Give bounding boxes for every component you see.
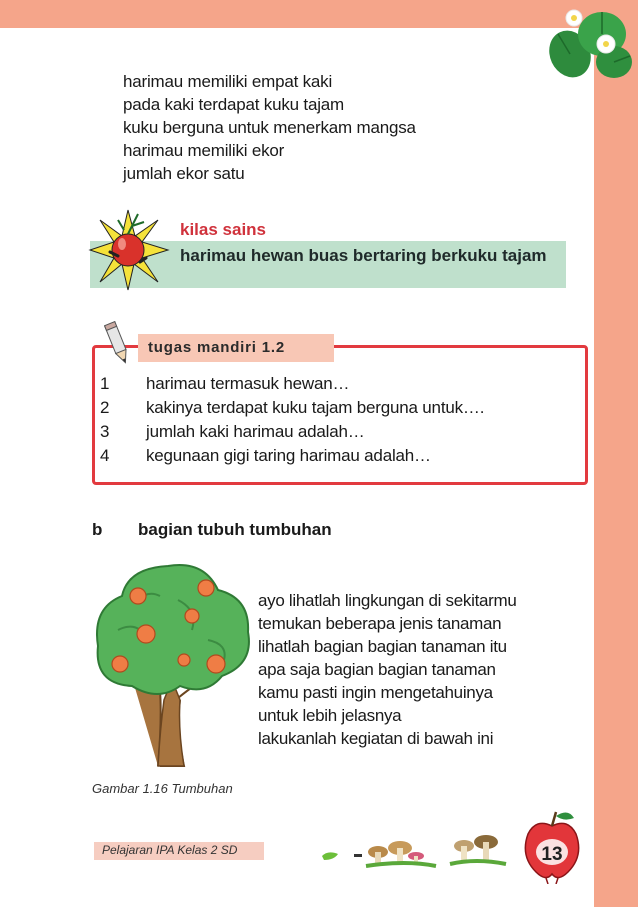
item-text: jumlah kaki harimau adalah…: [146, 422, 365, 441]
intro-line: pada kaki terdapat kuku tajam: [123, 95, 345, 114]
section-heading: [92, 520, 332, 540]
section-title: bagian tubuh tumbuhan: [138, 520, 332, 539]
tugas-mandiri-title: tugas mandiri 1.2: [148, 339, 285, 356]
list-item: [100, 444, 484, 468]
kilas-sains-text: harimau hewan buas bertaring berkuku tajam: [180, 246, 547, 265]
item-number: 3: [100, 422, 110, 441]
tugas-list: [100, 372, 484, 468]
footer-label: Pelajaran IPA Kelas 2 SD: [102, 843, 238, 857]
top-band: [0, 0, 638, 28]
intro-line: kuku berguna untuk menerkam mangsa: [123, 118, 416, 137]
paragraph-text: [258, 589, 517, 750]
item-text: kakinya terdapat kuku tajam berguna untuk….: [146, 398, 485, 417]
paragraph-line: temukan beberapa jenis tanaman: [258, 614, 502, 633]
item-number: 1: [100, 374, 110, 393]
intro-line: harimau memiliki ekor: [123, 141, 285, 160]
intro-text: [123, 70, 416, 185]
right-band: [594, 0, 638, 907]
sun-apple-icon: [88, 206, 170, 292]
kilas-sains-title: kilas sains: [180, 220, 267, 239]
paragraph-line: lakukanlah kegiatan di bawah ini: [258, 729, 494, 748]
paragraph-line: lihatlah bagian bagian tanaman itu: [258, 637, 507, 656]
intro-line: jumlah ekor satu: [123, 164, 245, 183]
figure-caption: Gambar 1.16 Tumbuhan: [92, 781, 233, 796]
item-number: 4: [100, 446, 110, 465]
lotus-leaves-icon: [544, 4, 636, 84]
section-letter: b: [92, 520, 103, 539]
page-number: 13: [541, 844, 563, 865]
item-text: harimau termasuk hewan…: [146, 374, 350, 393]
list-item: [100, 420, 484, 444]
list-item: [100, 372, 484, 396]
paragraph-line: ayo lihatlah lingkungan di sekitarmu: [258, 591, 517, 610]
item-number: 2: [100, 398, 110, 417]
paragraph-line: apa saja bagian bagian tanaman: [258, 660, 496, 679]
mushroom-plants-icon: [316, 826, 516, 872]
paragraph-line: untuk lebih jelasnya: [258, 706, 402, 725]
item-text: kegunaan gigi taring harimau adalah…: [146, 446, 431, 465]
list-item: [100, 396, 484, 420]
pencil-icon: [104, 320, 132, 366]
intro-line: harimau memiliki empat kaki: [123, 72, 333, 91]
fruit-tree-illustration: [88, 560, 258, 772]
paragraph-line: kamu pasti ingin mengetahuinya: [258, 683, 493, 702]
